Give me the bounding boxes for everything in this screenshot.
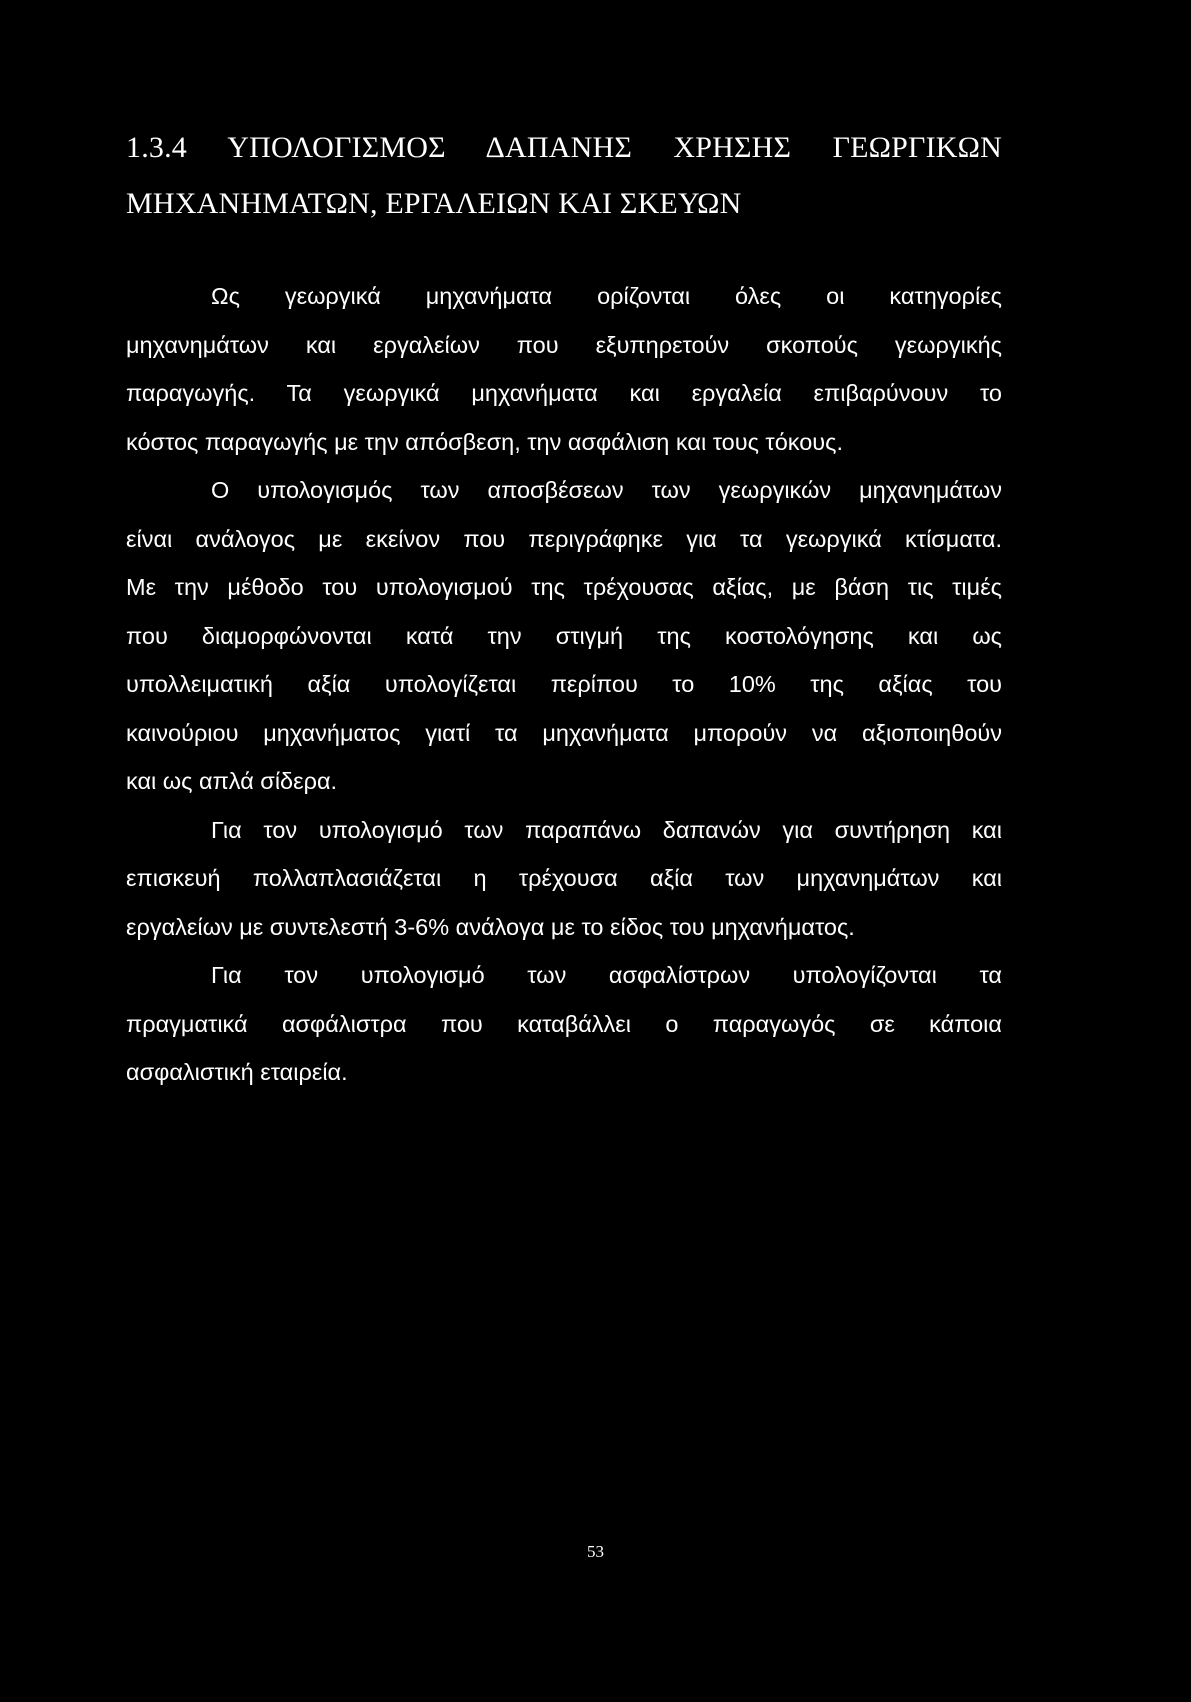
section-heading xyxy=(126,120,1002,232)
paragraph-definition xyxy=(126,272,1002,466)
page-number: 53 xyxy=(587,1542,604,1561)
paragraph-line: καινούριου μηχανήματος γιατί τα μηχανήματα μπορούν να αξιοποιηθούν xyxy=(126,719,1002,746)
paragraph-line: εργαλείων με συντελεστή 3-6% ανάλογα με το είδος του μηχανήματος. xyxy=(126,913,855,940)
paragraph-line: κόστος παραγωγής με την απόσβεση, την ασφάλιση και τους τόκους. xyxy=(126,428,844,455)
paragraph-line: Ο υπολογισμός των αποσβέσεων των γεωργικών μηχανημάτων xyxy=(211,477,1002,503)
paragraph-line: Για τον υπολογισμό των ασφαλίστρων υπολογίζονται τα xyxy=(211,962,1002,988)
heading-line: 1.3.4 ΥΠΟΛΟΓΙΣΜΟΣ ΔΑΠΑΝΗΣ ΧΡΗΣΗΣ ΓΕΩΡΓΙΚΩΝ xyxy=(126,131,1002,164)
paragraph-line: που διαμορφώνονται κατά την στιγμή της κοστολόγησης και ως xyxy=(126,622,1002,649)
paragraph-line: πραγματικά ασφάλιστρα που καταβάλλει ο παραγωγός σε κάποια xyxy=(126,1010,1002,1037)
paragraph-line: Για τον υπολογισμό των παραπάνω δαπανών για συντήρηση και xyxy=(211,816,1002,843)
paragraph-line: υπολλειματική αξία υπολογίζεται περίπου το 10% της αξίας του xyxy=(126,671,1002,697)
document-body xyxy=(126,272,1002,1097)
paragraph-line: και ως απλά σίδερα. xyxy=(126,768,338,794)
paragraph-line: Με την μέθοδο του υπολογισμού της τρέχουσας αξίας, με βάση τις τιμές xyxy=(126,574,1002,600)
paragraph-line: Ως γεωργικά μηχανήματα ορίζονται όλες οι κατηγορίες xyxy=(211,283,1002,309)
paragraph-depreciation xyxy=(126,466,1002,806)
paragraph-maintenance xyxy=(126,806,1002,952)
paragraph-line: είναι ανάλογος με εκείνον που περιγράφηκε για τα γεωργικά κτίσματα. xyxy=(126,525,1002,552)
paragraph-insurance xyxy=(126,951,1002,1097)
paragraph-line: μηχανημάτων και εργαλείων που εξυπηρετούν σκοπούς γεωργικής xyxy=(126,331,1002,358)
paragraph-line: ασφαλιστική εταιρεία. xyxy=(126,1059,348,1085)
paragraph-line: επισκευή πολλαπλασιάζεται η τρέχουσα αξία των μηχανημάτων και xyxy=(126,865,1002,891)
heading-line: ΜΗΧΑΝΗΜΑΤΩΝ, ΕΡΓΑΛΕΙΩΝ ΚΑΙ ΣΚΕΥΩΝ xyxy=(126,187,742,220)
paragraph-line: παραγωγής. Τα γεωργικά μηχανήματα και εργαλεία επιβαρύνουν το xyxy=(126,380,1002,406)
